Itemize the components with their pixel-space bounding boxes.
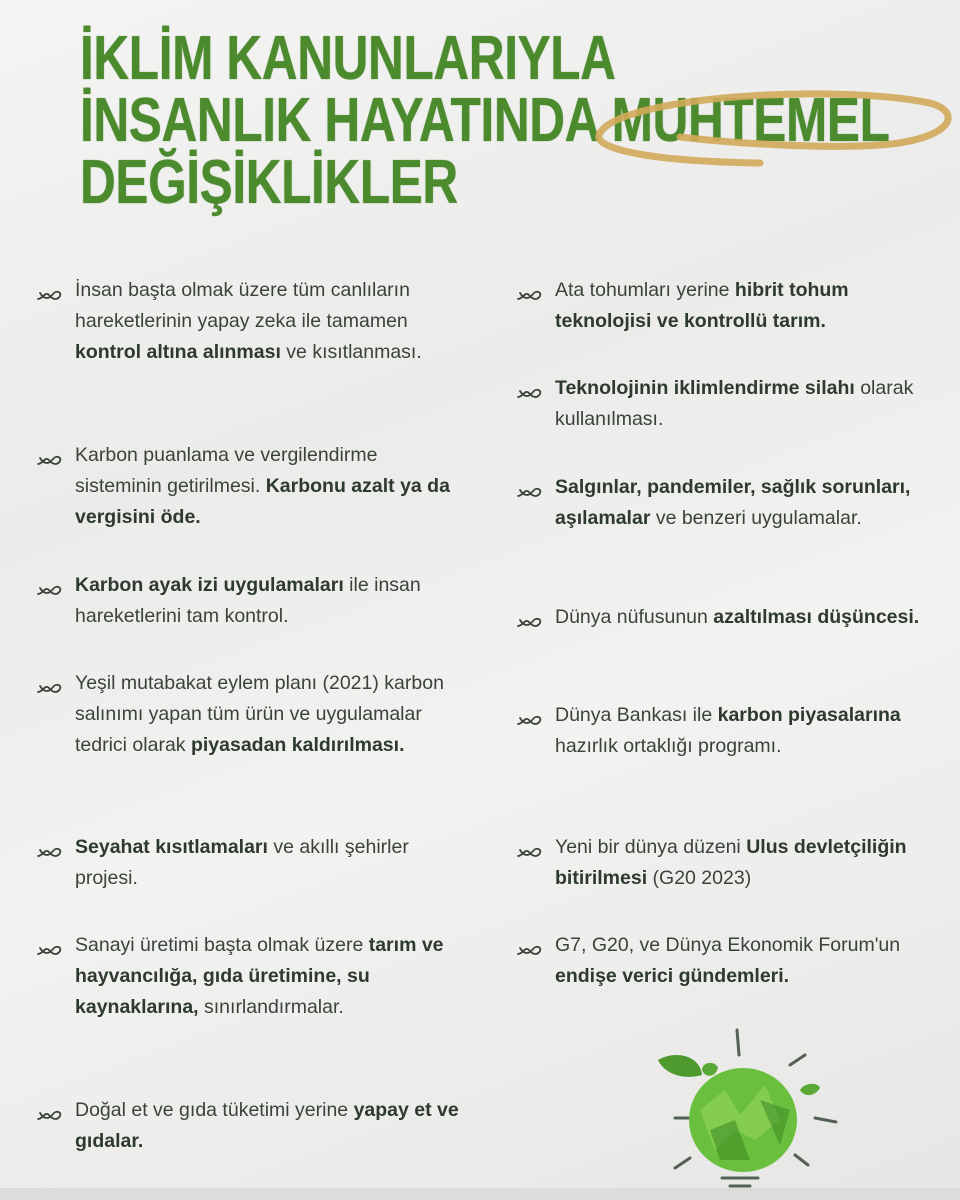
bold-text: endişe verici gündemleri. xyxy=(555,965,790,987)
item-text: ile insan hareketlerini tam kontrol. xyxy=(75,574,421,627)
list-item xyxy=(75,275,460,368)
bold-text: Seyahat kısıtlamaları xyxy=(75,836,268,858)
title-line: DEĞİŞİKLİKLER xyxy=(80,148,458,217)
bullet-icon xyxy=(517,839,543,855)
bold-text: yapay et ve gıdalar. xyxy=(75,1099,459,1152)
item-text: ve kısıtlanması. xyxy=(280,341,422,363)
title-line: İNSANLIK HAYATINDA MUHTEMEL xyxy=(80,86,890,155)
bold-text: Karbonu azalt ya da vergisini öde. xyxy=(75,475,450,528)
item-text: Dünya nüfusunun xyxy=(555,606,714,628)
bold-text: tarım ve hayvancılığa, gıda üretimine, su kaynaklarına, xyxy=(75,934,444,1018)
list-item xyxy=(75,1095,460,1157)
bullet-icon xyxy=(517,707,543,723)
item-text: hazırlık ortaklığı programı. xyxy=(555,735,782,757)
item-text: Ata tohumları yerine xyxy=(555,279,735,301)
item-text: Dünya Bankası ile xyxy=(555,704,718,726)
bottom-edge xyxy=(0,1188,960,1200)
bullet-icon xyxy=(37,675,63,691)
bullet-icon xyxy=(37,577,63,593)
bold-text: karbon piyasalarına xyxy=(717,704,901,726)
item-text: ve akıllı şehirler projesi. xyxy=(75,836,409,889)
bullet-icon xyxy=(37,282,63,298)
bullet-icon xyxy=(517,609,543,625)
bold-text: Salgınlar, pandemiler, sağlık sorunları, aşılamalar xyxy=(555,476,911,529)
bold-text: kontrol altına alınması xyxy=(75,341,281,363)
list-item xyxy=(75,570,460,632)
item-text: Doğal et ve gıda tüketimi yerine xyxy=(75,1099,354,1121)
list-item xyxy=(555,373,935,435)
bullet-icon xyxy=(37,839,63,855)
green-lightbulb-icon xyxy=(640,1020,860,1195)
title-line: İKLİM KANUNLARIYLA xyxy=(80,24,616,93)
list-item xyxy=(75,440,460,533)
item-text: sınırlandırmalar. xyxy=(198,996,344,1018)
bullet-icon xyxy=(517,937,543,953)
list-item xyxy=(75,930,460,1023)
bullet-icon xyxy=(517,479,543,495)
bold-text: Ulus devletçiliğin bitirilmesi xyxy=(555,836,907,889)
bold-text: hibrit tohum teknolojisi ve kontrollü tarım. xyxy=(555,279,849,332)
item-text: Sanayi üretimi başta olmak üzere xyxy=(75,934,369,956)
bullet-icon xyxy=(37,447,63,463)
list-item xyxy=(555,832,935,894)
item-text: G7, G20, ve Dünya Ekonomik Forum'un xyxy=(555,934,901,956)
list-item xyxy=(555,275,935,337)
list-item xyxy=(75,668,460,761)
item-text: Yeşil mutabakat eylem planı (2021) karbon salınımı yapan tüm ürün ve uygulamalar tedrici olarak xyxy=(75,672,444,756)
item-text: Karbon puanlama ve vergilendirme sisteminin getirilmesi. xyxy=(75,444,378,497)
highlight-circle-icon xyxy=(580,85,960,175)
list-item xyxy=(555,472,935,534)
bullet-icon xyxy=(37,1102,63,1118)
bullet-icon xyxy=(517,380,543,396)
bold-text: azaltılması düşüncesi. xyxy=(713,606,920,628)
bold-text: Teknolojinin iklimlendirme silahı xyxy=(555,377,855,399)
item-text: olarak kullanılması. xyxy=(555,377,914,430)
bullet-icon xyxy=(37,937,63,953)
item-text: ve benzeri uygulamalar. xyxy=(650,507,862,529)
bullet-icon xyxy=(517,282,543,298)
list-item xyxy=(555,602,935,633)
list-item xyxy=(75,832,460,894)
bold-text: Karbon ayak izi uygulamaları xyxy=(75,574,344,596)
item-text: (G20 2023) xyxy=(647,867,752,889)
item-text: İnsan başta olmak üzere tüm canlıların hareketlerinin yapay zeka ile tamamen xyxy=(75,279,410,332)
item-text: Yeni bir dünya düzeni xyxy=(555,836,747,858)
bold-text: piyasadan kaldırılması. xyxy=(190,734,405,756)
list-item xyxy=(555,930,935,992)
list-item xyxy=(555,700,935,762)
